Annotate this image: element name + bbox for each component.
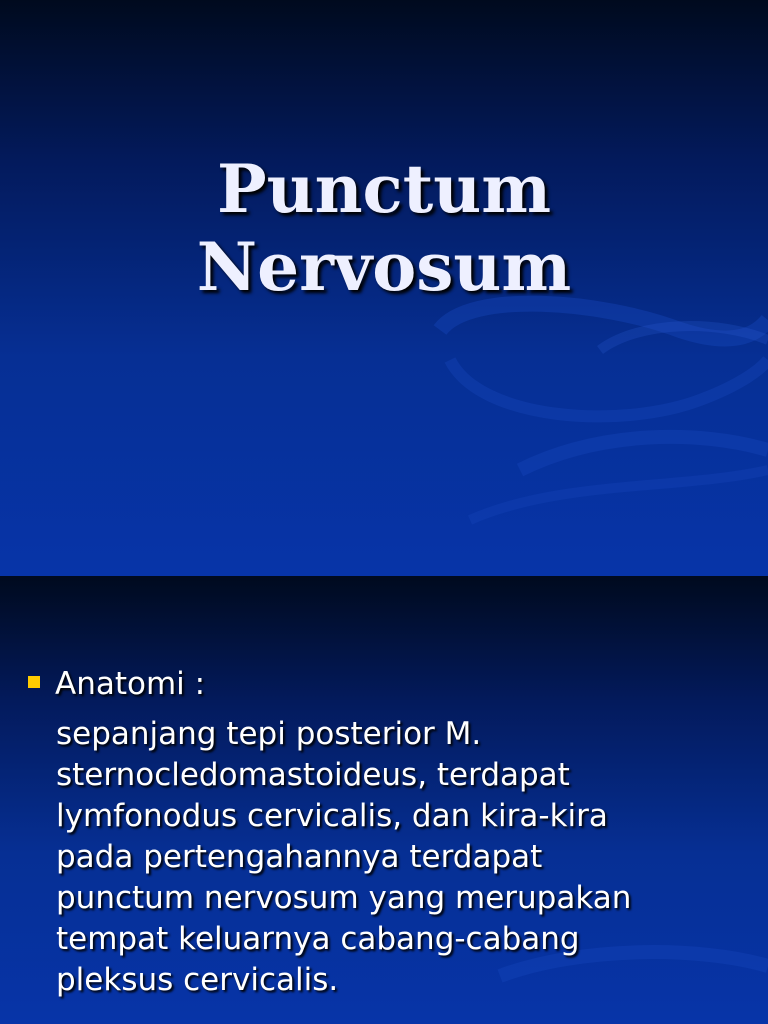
slide-title	[0, 150, 768, 306]
body-line: pada pertengahannya terdapat	[56, 839, 543, 875]
bullet-square-icon	[28, 676, 40, 688]
title-line-1: Punctum	[216, 150, 552, 228]
bullet-label: Anatomi :	[55, 666, 206, 702]
body-line: tempat keluarnya cabang-cabang	[56, 921, 580, 957]
body-line: punctum nervosum yang merupakan	[56, 880, 632, 916]
body-paragraph	[56, 714, 756, 1001]
body-line: lymfonodus cervicalis, dan kira-kira	[56, 798, 608, 834]
body-line: pleksus cervicalis.	[56, 962, 339, 998]
content-slide	[0, 576, 768, 1024]
title-line-2: Nervosum	[196, 228, 572, 306]
body-line: sternocledomastoideus, terdapat	[56, 757, 570, 793]
bullet-item	[28, 664, 205, 704]
body-line: sepanjang tepi posterior M.	[56, 716, 482, 752]
